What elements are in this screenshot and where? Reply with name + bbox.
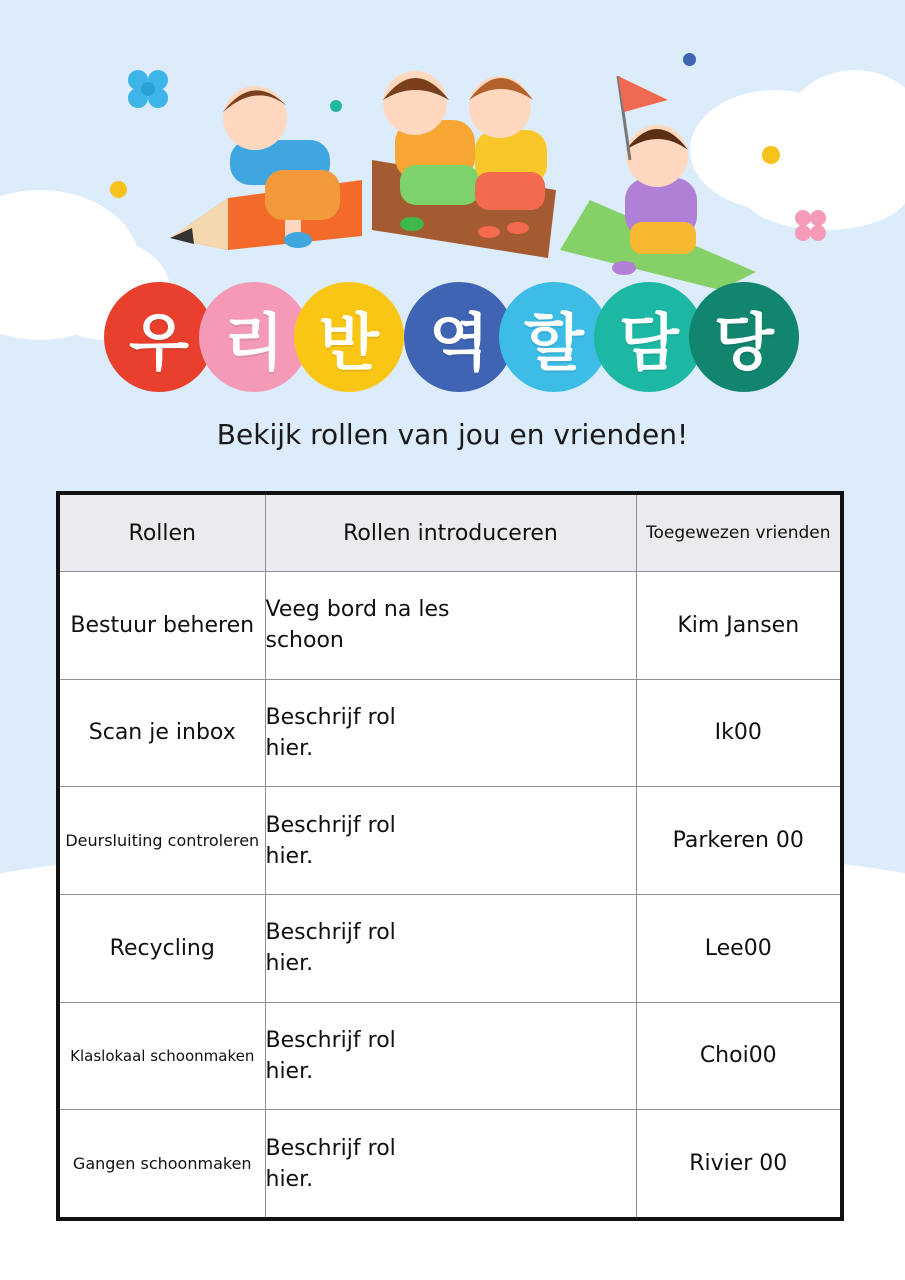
title-char-1: 우 — [104, 282, 214, 392]
role-description: Veeg bord na les schoon — [265, 572, 636, 680]
role-description: Beschrijf rol hier. — [265, 787, 636, 895]
role-cell: Recycling — [58, 894, 265, 1002]
assigned-friend: Rivier 00 — [636, 1110, 842, 1219]
header-intro: Rollen introduceren — [265, 493, 636, 572]
table-row — [58, 894, 842, 1002]
role-cell: Scan je inbox — [58, 679, 265, 787]
title-char-2: 리 — [199, 282, 309, 392]
role-cell: Klaslokaal schoonmaken — [58, 1002, 265, 1110]
assigned-friend: Choi00 — [636, 1002, 842, 1110]
table-row — [58, 1110, 842, 1219]
flower-icon — [795, 210, 826, 241]
table-row — [58, 679, 842, 787]
table-row — [58, 787, 842, 895]
role-cell: Deursluiting controleren — [58, 787, 265, 895]
subtitle: Bekijk rollen van jou en vrienden! — [216, 418, 689, 451]
role-cell: Bestuur beheren — [58, 572, 265, 680]
role-description: Beschrijf rol hier. — [265, 1110, 636, 1219]
table-header-row — [58, 493, 842, 572]
assigned-friend: Parkeren 00 — [636, 787, 842, 895]
flower-icon — [128, 70, 168, 108]
role-description: Beschrijf rol hier. — [265, 679, 636, 787]
title-char-5: 할 — [499, 282, 609, 392]
title-korean — [104, 282, 804, 392]
assigned-friend: Lee00 — [636, 894, 842, 1002]
kids-riding-pencils-illustration — [0, 0, 905, 300]
title-char-3: 반 — [294, 282, 404, 392]
title-char-6: 담 — [594, 282, 704, 392]
table-row — [58, 572, 842, 680]
table-row — [58, 1002, 842, 1110]
header-roles: Rollen — [58, 493, 265, 572]
role-cell: Gangen schoonmaken — [58, 1110, 265, 1219]
assigned-friend: Kim Jansen — [636, 572, 842, 680]
role-description: Beschrijf rol hier. — [265, 894, 636, 1002]
role-description: Beschrijf rol hier. — [265, 1002, 636, 1110]
title-char-7: 당 — [689, 282, 799, 392]
assigned-friend: Ik00 — [636, 679, 842, 787]
title-char-4: 역 — [404, 282, 514, 392]
roles-table — [56, 491, 844, 1221]
header-friends: Toegewezen vrienden — [636, 493, 842, 572]
